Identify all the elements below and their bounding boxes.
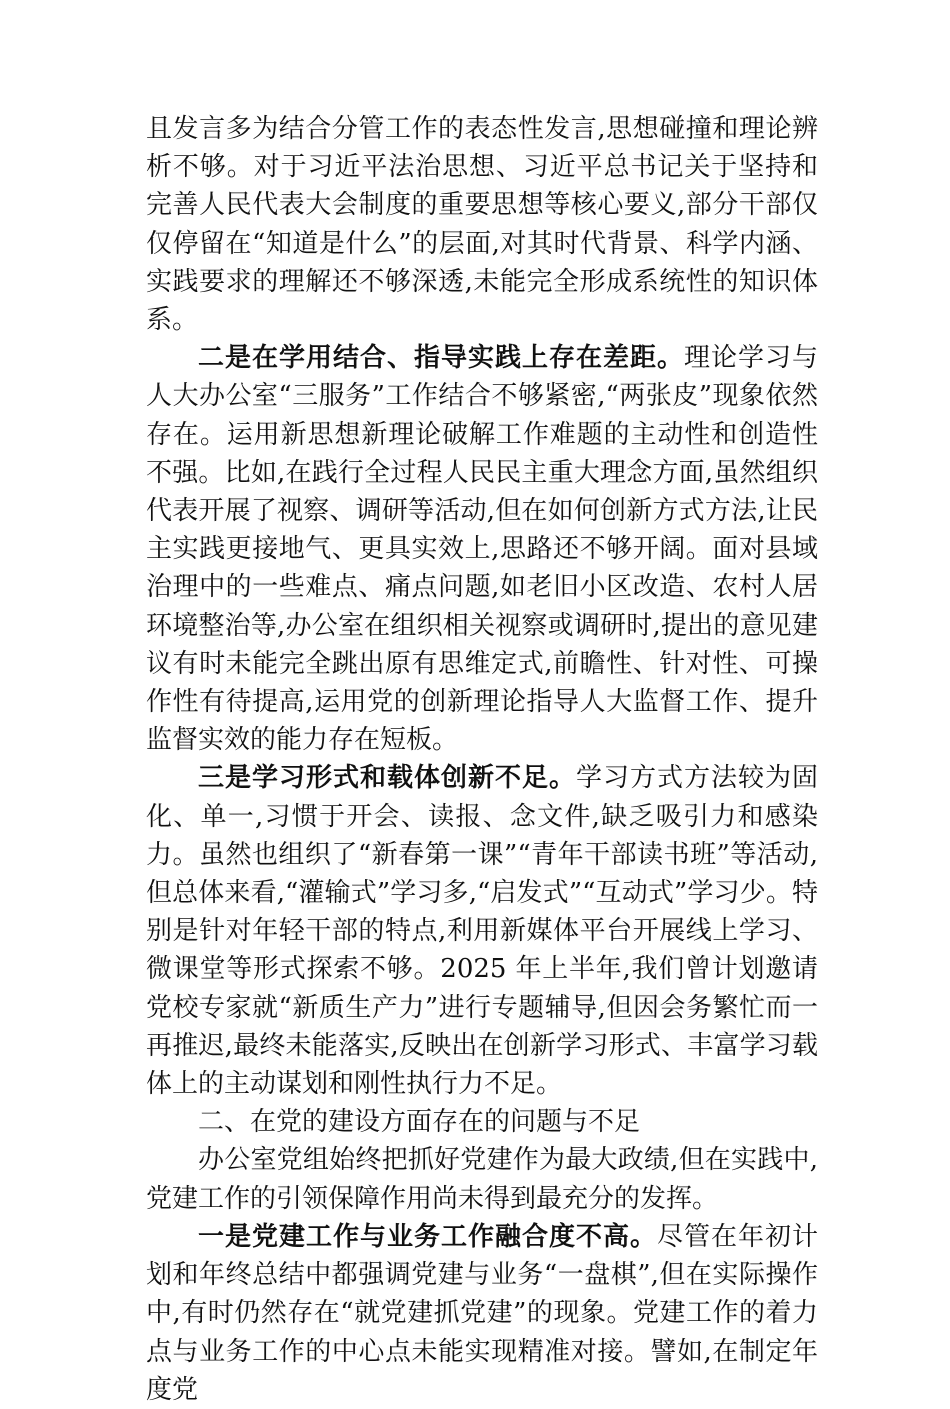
section-heading — [146, 1103, 818, 1141]
paragraph-3-text: 学习方式方法较为固化、单一,习惯于开会、读报、念文件,缺乏吸引力和感染力。虽然也组织了“新春第一课”“青年干部读书班”等活动,但总体来看,“灌输式”学习多,“启发式”“互动式”学习少。特别是针对年轻干部的特点,利用新媒体平台开展线上学习、微课堂等形式探索不够。2025 年上半年,我们曾计划邀请党校专家就“新质生产力”进行专题辅导,但因会务繁忙而一再推迟,最终未能落实,反映出在创新学习形式、丰富学习载体上的主动谋划和刚性执行力不足。 — [146, 763, 818, 1100]
paragraph-2-heading: 二是在学用结合、指导实践上存在差距。 — [198, 343, 684, 374]
paragraph-6 — [146, 1218, 818, 1409]
document-page — [146, 110, 818, 1409]
paragraph-2 — [146, 339, 818, 759]
paragraph-1 — [146, 110, 818, 339]
paragraph-2-text: 理论学习与人大办公室“三服务”工作结合不够紧密,“两张皮”现象依然存在。运用新思想新理论破解工作难题的主动性和创造性不强。比如,在践行全过程人民民主重大理念方面,虽然组织代表开展了视察、调研等活动,但在如何创新方式方法,让民主实践更接地气、更具实效上,思路还不够开阔。面对县域治理中的一些难点、痛点问题,如老旧小区改造、农村人居环境整治等,办公室在组织相关视察或调研时,提出的意见建议有时未能完全跳出原有思维定式,前瞻性、针对性、可操作性有待提高,运用党的创新理论指导人大监督工作、提升监督实效的能力存在短板。 — [146, 343, 818, 756]
paragraph-3 — [146, 759, 818, 1103]
paragraph-1-text: 且发言多为结合分管工作的表态性发言,思想碰撞和理论辨析不够。对于习近平法治思想、习近平总书记关于坚持和完善人民代表大会制度的重要思想等核心要义,部分干部仅仅停留在“知道是什么”的层面,对其时代背景、科学内涵、实践要求的理解还不够深透,未能完全形成系统性的知识体系。 — [146, 114, 818, 336]
paragraph-6-heading: 一是党建工作与业务工作融合度不高。 — [198, 1221, 657, 1252]
section-heading-text: 二、在党的建设方面存在的问题与不足 — [198, 1107, 641, 1138]
paragraph-3-heading: 三是学习形式和载体创新不足。 — [198, 763, 576, 794]
paragraph-5-text: 办公室党组始终把抓好党建作为最大政绩,但在实践中,党建工作的引领保障作用尚未得到最充分的发挥。 — [146, 1145, 818, 1214]
paragraph-6-text: 尽管在年初计划和年终总结中都强调党建与业务“一盘棋”,但在实际操作中,有时仍然存在“就党建抓党建”的现象。党建工作的着力点与业务工作的中心点未能实现精准对接。譬如,在制定年度党 — [146, 1221, 818, 1405]
paragraph-5 — [146, 1141, 818, 1217]
